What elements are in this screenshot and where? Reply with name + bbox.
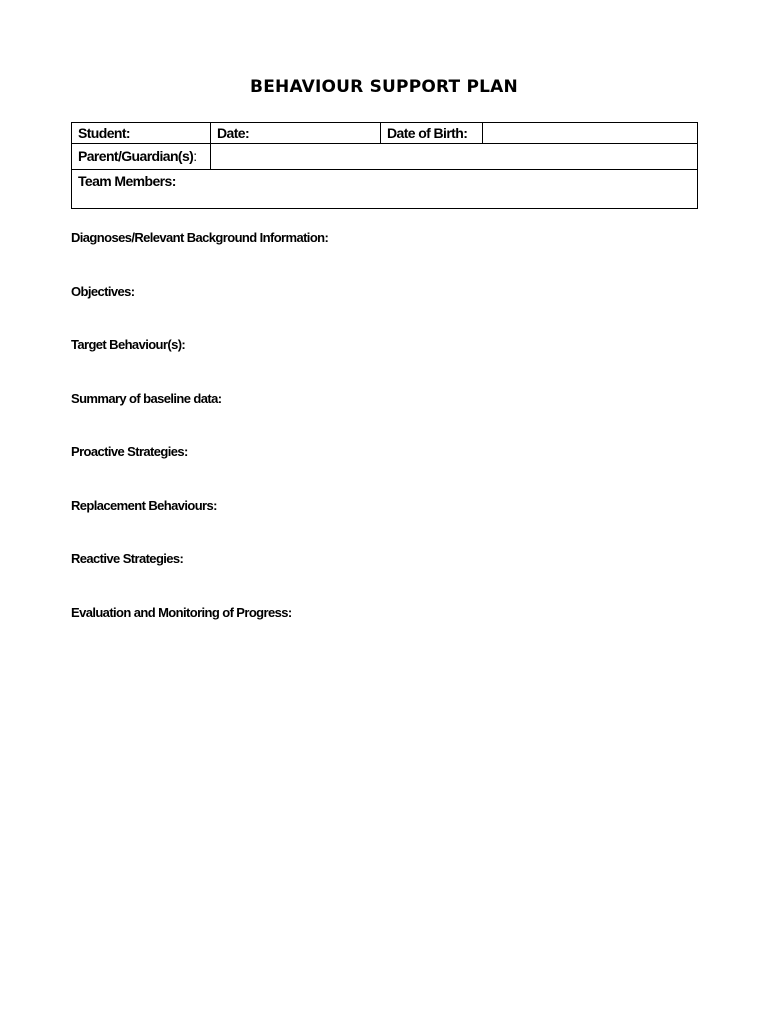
dob-label: Date of Birth:: [387, 125, 468, 141]
team-members-label: Team Members:: [78, 173, 176, 189]
section-replacement-behaviours: Replacement Behaviours:: [71, 497, 217, 513]
page-title: BEHAVIOUR SUPPORT PLAN: [250, 77, 518, 97]
section-target-behaviours: Target Behaviour(s):: [71, 337, 186, 352]
student-info-table: [71, 122, 698, 209]
plan-sections: [71, 229, 698, 657]
team-members-cell: [72, 170, 698, 209]
section-reactive-strategies: Reactive Strategies:: [71, 551, 184, 566]
parent-label: Parent/Guardian(s): [78, 148, 194, 164]
parent-value-cell: [211, 144, 698, 170]
info-row-team: [72, 170, 698, 209]
dob-label-cell: [381, 123, 483, 144]
parent-colon: :: [193, 148, 197, 164]
section-proactive-strategies: Proactive Strategies:: [71, 444, 188, 459]
date-field: [211, 123, 381, 144]
dob-value-cell: [483, 123, 698, 144]
section-objectives: Objectives:: [71, 283, 135, 299]
student-field: [72, 123, 211, 144]
section-evaluation-monitoring: Evaluation and Monitoring of Progress:: [71, 604, 292, 620]
student-label: Student:: [78, 125, 130, 141]
section-baseline-data: Summary of baseline data:: [71, 390, 222, 406]
info-row-student: [72, 123, 698, 144]
parent-label-cell: [72, 144, 211, 170]
section-diagnoses: Diagnoses/Relevant Background Information:: [71, 230, 329, 245]
date-label: Date:: [217, 125, 250, 141]
info-row-parent: [72, 144, 698, 170]
